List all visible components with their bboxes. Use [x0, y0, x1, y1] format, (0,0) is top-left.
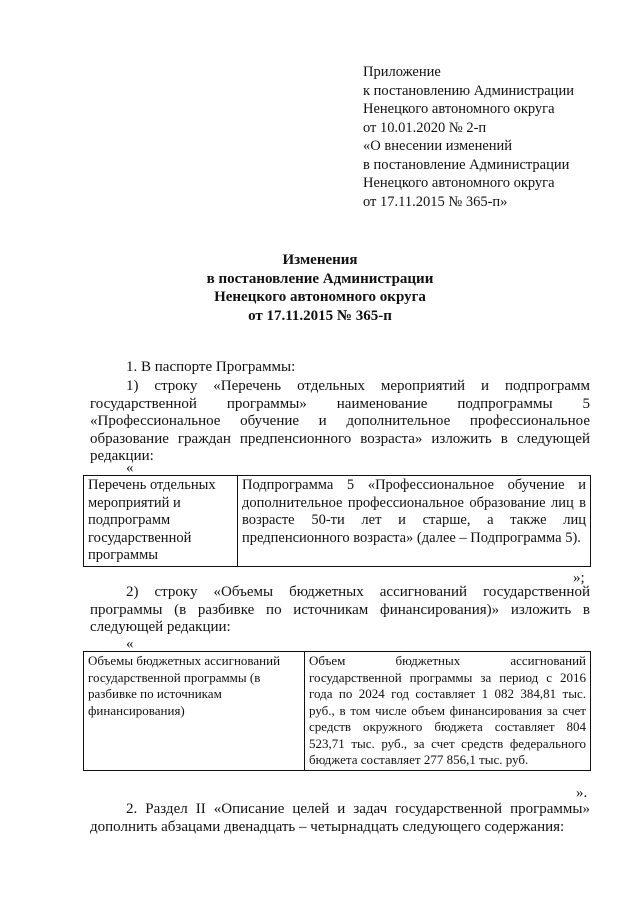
open-quote: « — [126, 636, 134, 652]
title-line: Ненецкого автономного округа — [214, 289, 426, 305]
table-cell-label: Перечень отдельных мероприятий и подпрограмм государственной программы — [84, 476, 238, 567]
section1-item1: 1) строку «Перечень отдельных мероприятий и подпрограмм государственной программы» наименование подпрограммы 5 «Профессиональное обучение и дополнительное профессиональное образование граждан предпенсионного возраста» изложить в следующей редакции: — [90, 378, 590, 464]
section2-text: 2. Раздел II «Описание целей и задач государственной программы» дополнить абзацами двенадцать – четырнадцать следующего содержания: — [90, 801, 590, 835]
section1-item2: 2) строку «Объемы бюджетных ассигнований государственной программы (в разбивке по источникам финансирования)» изложить в следующей редакции: — [90, 584, 590, 635]
open-quote: « — [126, 460, 134, 476]
document-title — [0, 251, 640, 325]
table-cell-label: Объемы бюджетных ассигнований государственной программы (в разбивке по источникам финансирования) — [84, 652, 305, 771]
section1-heading: 1. В паспорте Программы: — [126, 359, 296, 375]
table-row — [84, 652, 591, 771]
appendix-block — [363, 63, 574, 211]
appendix-line: Приложение — [363, 64, 441, 80]
appendix-line: от 17.11.2015 № 365-п» — [363, 193, 508, 210]
appendix-line: Ненецкого автономного округа — [363, 175, 555, 191]
table-row — [84, 476, 591, 567]
title-line: в постановление Администрации — [206, 270, 434, 287]
appendix-line: «О внесении изменений — [363, 138, 513, 154]
title-line: Изменения — [282, 252, 358, 268]
appendix-line: к постановлению Администрации — [363, 82, 574, 99]
passport-table-2 — [83, 651, 591, 771]
appendix-line: в постановление Администрации — [363, 156, 570, 173]
appendix-line: Ненецкого автономного округа — [363, 101, 555, 117]
close-quote: ». — [576, 785, 588, 801]
table-cell-value: Подпрограмма 5 «Профессиональное обучение и дополнительное профессиональное образование лиц в возрасте 50-ти лет и старше, а также лиц предпенсионного возраста» (далее – Подпрограмма 5). — [238, 476, 591, 567]
appendix-line: от 10.01.2020 № 2-п — [363, 119, 487, 136]
title-line: от 17.11.2015 № 365-п — [248, 307, 392, 324]
table-cell-value: Объем бюджетных ассигнований государственной программы за период с 2016 года по 2024 год составляет 1 082 384,81 тыс. руб., в том числе объем финансирования за счет средств окружного бюджета составляет 804 523,71 тыс. руб., за счет средств федерального бюджета составляет 277 856,1 тыс. руб. — [305, 652, 591, 771]
close-quote: »; — [573, 570, 585, 586]
passport-table-1 — [83, 475, 591, 567]
